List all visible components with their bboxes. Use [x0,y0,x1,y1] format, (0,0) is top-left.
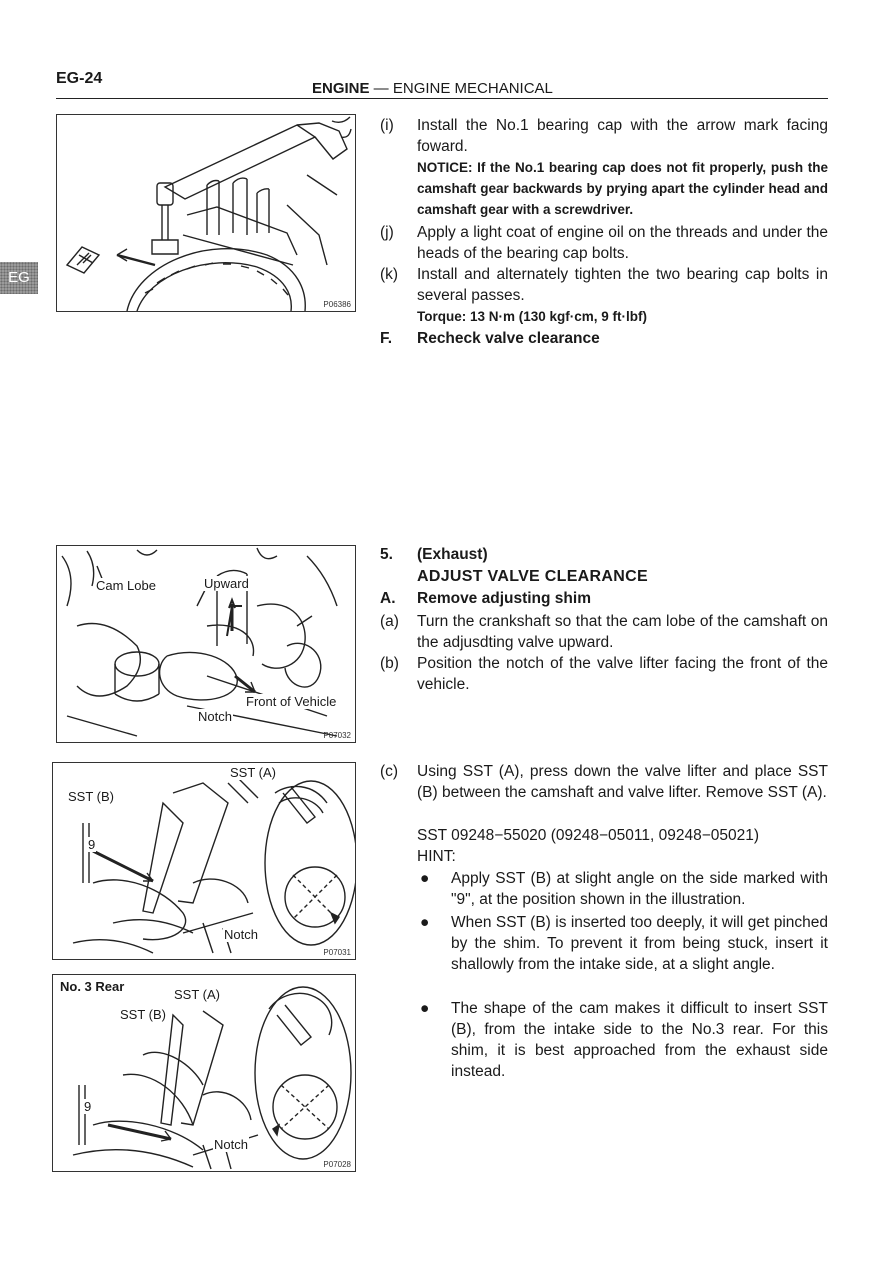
section-subtitle: (Exhaust) [417,546,488,563]
step-text: Using SST (A), press down the valve lifter and place SST (B) between the camshaft and valve lifter. Remove SST (A). [417,763,828,801]
step-a [380,611,828,653]
notch-label: Notch [224,927,258,942]
cam-lobe-label: Cam Lobe [96,578,156,593]
no3-rear-label: No. 3 Rear [60,979,125,994]
figure-sst-install [52,762,356,960]
sst-b-label: SST (B) [68,789,114,804]
hint-bullet [420,912,828,975]
figure-id: P07032 [323,731,351,740]
step-text: Recheck valve clearance [417,330,600,347]
bullet-dot: ● [420,1000,430,1017]
sst-a-label: SST (A) [174,987,220,1002]
figure-bearing-cap [56,114,356,312]
bullet-text: The shape of the cam makes it difficult to insert SST (B), from the intake side to the No.3 rear. For this shim, it is best approached from the exhaust side instead. [451,1000,828,1080]
bullet-dot: ● [420,870,430,887]
figure-cam-lobe [56,545,356,743]
upward-label: Upward [204,576,249,591]
step-i [380,115,828,157]
step-text: Turn the crankshaft so that the cam lobe of the camshaft on the adjusdting valve upward. [417,613,828,651]
step-marker: (c) [380,763,399,780]
front-of-vehicle-label: Front of Vehicle [246,694,337,709]
step-c [380,761,828,803]
hint [380,846,828,867]
step-marker: (i) [380,117,394,134]
bullet-dot: ● [420,914,430,931]
section-5-heading [380,544,828,565]
step-f [380,328,828,349]
step-marker: (a) [380,613,399,630]
step-j [380,222,828,264]
hint-bullet [420,868,828,910]
figure-id: P07031 [323,948,351,957]
section-number: 5. [380,546,393,563]
sst-a-label: SST (A) [230,765,276,780]
header-bold: ENGINE [312,80,370,97]
page-header [312,80,553,97]
section-5-title [380,566,828,587]
nine-label: 9 [84,1099,92,1114]
bullet-text: Apply SST (B) at slight angle on the side marked with "9", at the position shown in the illustration. [451,870,828,908]
page-number: EG-24 [56,70,103,87]
nine-label: 9 [88,837,96,852]
step-text: Apply a light coat of engine oil on the threads and under the heads of the bearing cap bolts. [417,224,828,262]
step-A [380,588,828,609]
hint-text: HINT: [417,848,456,865]
step-text: Position the notch of the valve lifter facing the front of the vehicle. [417,655,828,693]
figure-id: P07028 [323,1160,351,1169]
notice: NOTICE: If the No.1 bearing cap does not fit properly, push the camshaft gear backwards by prying apart the cylinder head and camshaft gear with a screwdriver. [417,160,828,217]
step-marker: A. [380,590,396,607]
header-rest: — ENGINE MECHANICAL [369,80,553,97]
figure-no3-rear-drawing [53,975,355,1171]
step-text: Remove adjusting shim [417,590,591,607]
step-marker: (b) [380,655,399,672]
step-text: Install and alternately tighten the two bearing cap bolts in several passes. [417,266,828,304]
step-marker: (j) [380,224,394,241]
notch-label: Notch [198,709,232,724]
notch-label: Notch [214,1137,248,1152]
bullet-text: When SST (B) is inserted too deeply, it will get pinched by the shim. To prevent it from being stuck, insert it shallowly from the intake side, at a slight angle. [451,914,828,973]
step-text: Install the No.1 bearing cap with the arrow mark facing foward. [417,117,828,155]
sst-text: SST 09248−55020 (09248−05011, 09248−05021) [417,827,760,844]
sst-numbers [380,825,828,846]
header-rule [56,98,828,99]
figure-no3-rear [52,974,356,1172]
section-tab: EG [0,262,38,294]
step-marker: (k) [380,266,399,283]
sst-b-label: SST (B) [120,1007,166,1022]
figure-bearing-cap-drawing [57,115,355,311]
section-title: ADJUST VALVE CLEARANCE [417,568,648,585]
step-b [380,653,828,695]
torque-spec: Torque: 13 N·m (130 kgf·cm, 9 ft·lbf) [417,309,648,324]
step-marker: F. [380,330,393,347]
step-k [380,264,828,306]
figure-id: P06386 [323,300,351,309]
hint-bullet [420,998,828,1082]
